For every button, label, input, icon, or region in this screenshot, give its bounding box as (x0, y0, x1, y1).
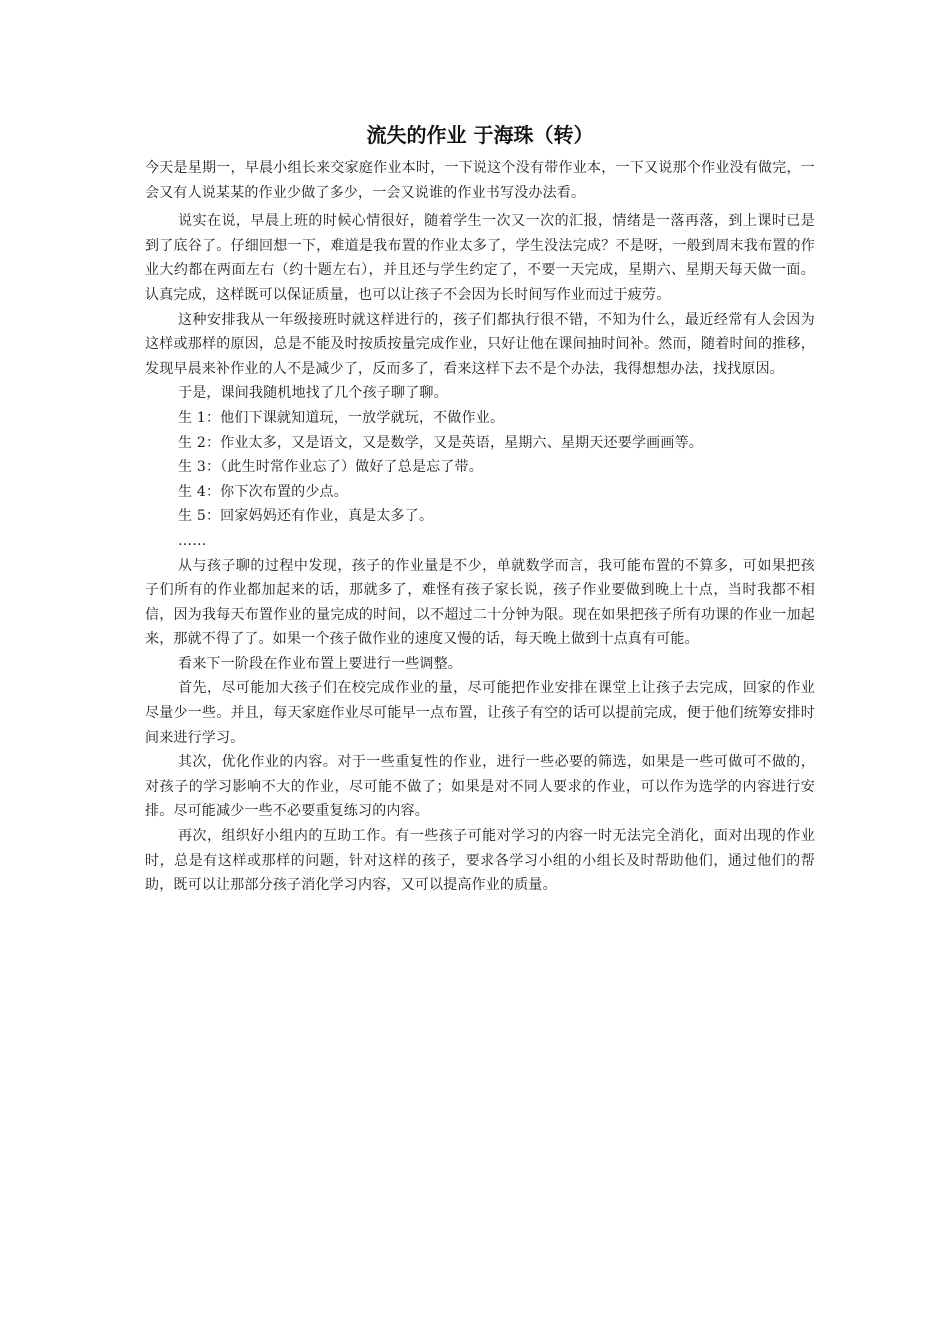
student-reply-4: 生 4：你下次布置的少点。 (178, 483, 348, 500)
paragraph-first-measure: 首先，尽可能加大孩子们在校完成作业的量，尽可能把作业安排在课堂上让孩子去完成，回家的作业尽量少一些。并且，每天家庭作业尽可能早一点布置，让孩子有空的话可以提前完成，便于他们统筹安排时间来进行学习。 (145, 680, 815, 746)
student-reply-1: 生 1：他们下课就知道玩，一放学就玩，不做作业。 (178, 409, 505, 426)
paragraph-arrangement: 这种安排我从一年级接班时就这样进行的，孩子们都执行很不错，不知为什么，最近经常有人会因为这样或那样的原因，总是不能及时按质按量完成作业，只好让他在课间抽时间补。然而，随着时间的推移，发现早晨来补作业的人不是减少了，反而多了，看来这样下去不是个办法，我得想想办法，找找原因。 (145, 311, 815, 377)
student-reply-3: 生 3：（此生时常作业忘了）做好了总是忘了带。 (178, 459, 483, 476)
paragraph-second-measure: 其次，优化作业的内容。对于一些重复性的作业，进行一些必要的筛选，如果是一些可做可不做的，对孩子的学习影响不大的作业，尽可能不做了；如果是对不同人要求的作业，可以作为选学的内容进行安排。尽可能减少一些不必要重复练习的内容。 (145, 754, 815, 820)
paragraph-findings: 从与孩子聊的过程中发现，孩子的作业量是不少，单就数学而言，我可能布置的不算多，可如果把孩子们所有的作业都加起来的话，那就多了，难怪有孩子家长说，孩子作业要做到晚上十点，当时我都不相信，因为我每天布置作业的量完成的时间，以不超过二十分钟为限。现在如果把孩子所有功课的作业一加起来，那就不得了了。如果一个孩子做作业的速度又慢的话，每天晚上做到十点真有可能。 (145, 557, 815, 648)
paragraph-intro: 今天是星期一，早晨小组长来交家庭作业本时，一下说这个没有带作业本，一下又说那个作业没有做完，一会又有人说某某的作业少做了多少，一会又说谁的作业书写没办法看。 (145, 160, 815, 201)
paragraph-adjustment: 看来下一阶段在作业布置上要进行一些调整。 (178, 655, 462, 672)
document-page (145, 118, 815, 898)
student-reply-2: 生 2：作业太多，又是语文，又是数学，又是英语，星期六、星期天还要学画画等。 (178, 434, 703, 451)
paragraph-reflection: 说实在说，早晨上班的时候心情很好，随着学生一次又一次的汇报，情绪是一落再落，到上课时已是到了底谷了。仔细回想一下，难道是我布置的作业太多了，学生没法完成？不是呀，一般到周末我布置的作业大约都在两面左右（约十题左右），并且还与学生约定了，不要一天完成，星期六、星期天每天做一面。认真完成，这样既可以保证质量，也可以让孩子不会因为长时间写作业而过于疲劳。 (145, 213, 815, 303)
ellipsis-line: …… (178, 532, 207, 549)
paragraph-chat-intro: 于是，课间我随机地找了几个孩子聊了聊。 (178, 385, 448, 402)
paragraph-third-measure: 再次，组织好小组内的互助工作。有一些孩子可能对学习的内容一时无法完全消化，面对出现的作业时，总是有这样或那样的问题，针对这样的孩子，要求各学习小组的小组长及时帮助他们，通过他们的帮助，既可以让那部分孩子消化学习内容，又可以提高作业的质量。 (145, 828, 815, 894)
student-reply-5: 生 5：回家妈妈还有作业，真是太多了。 (178, 508, 434, 525)
document-title: 流失的作业 于海珠（转） (366, 123, 594, 147)
